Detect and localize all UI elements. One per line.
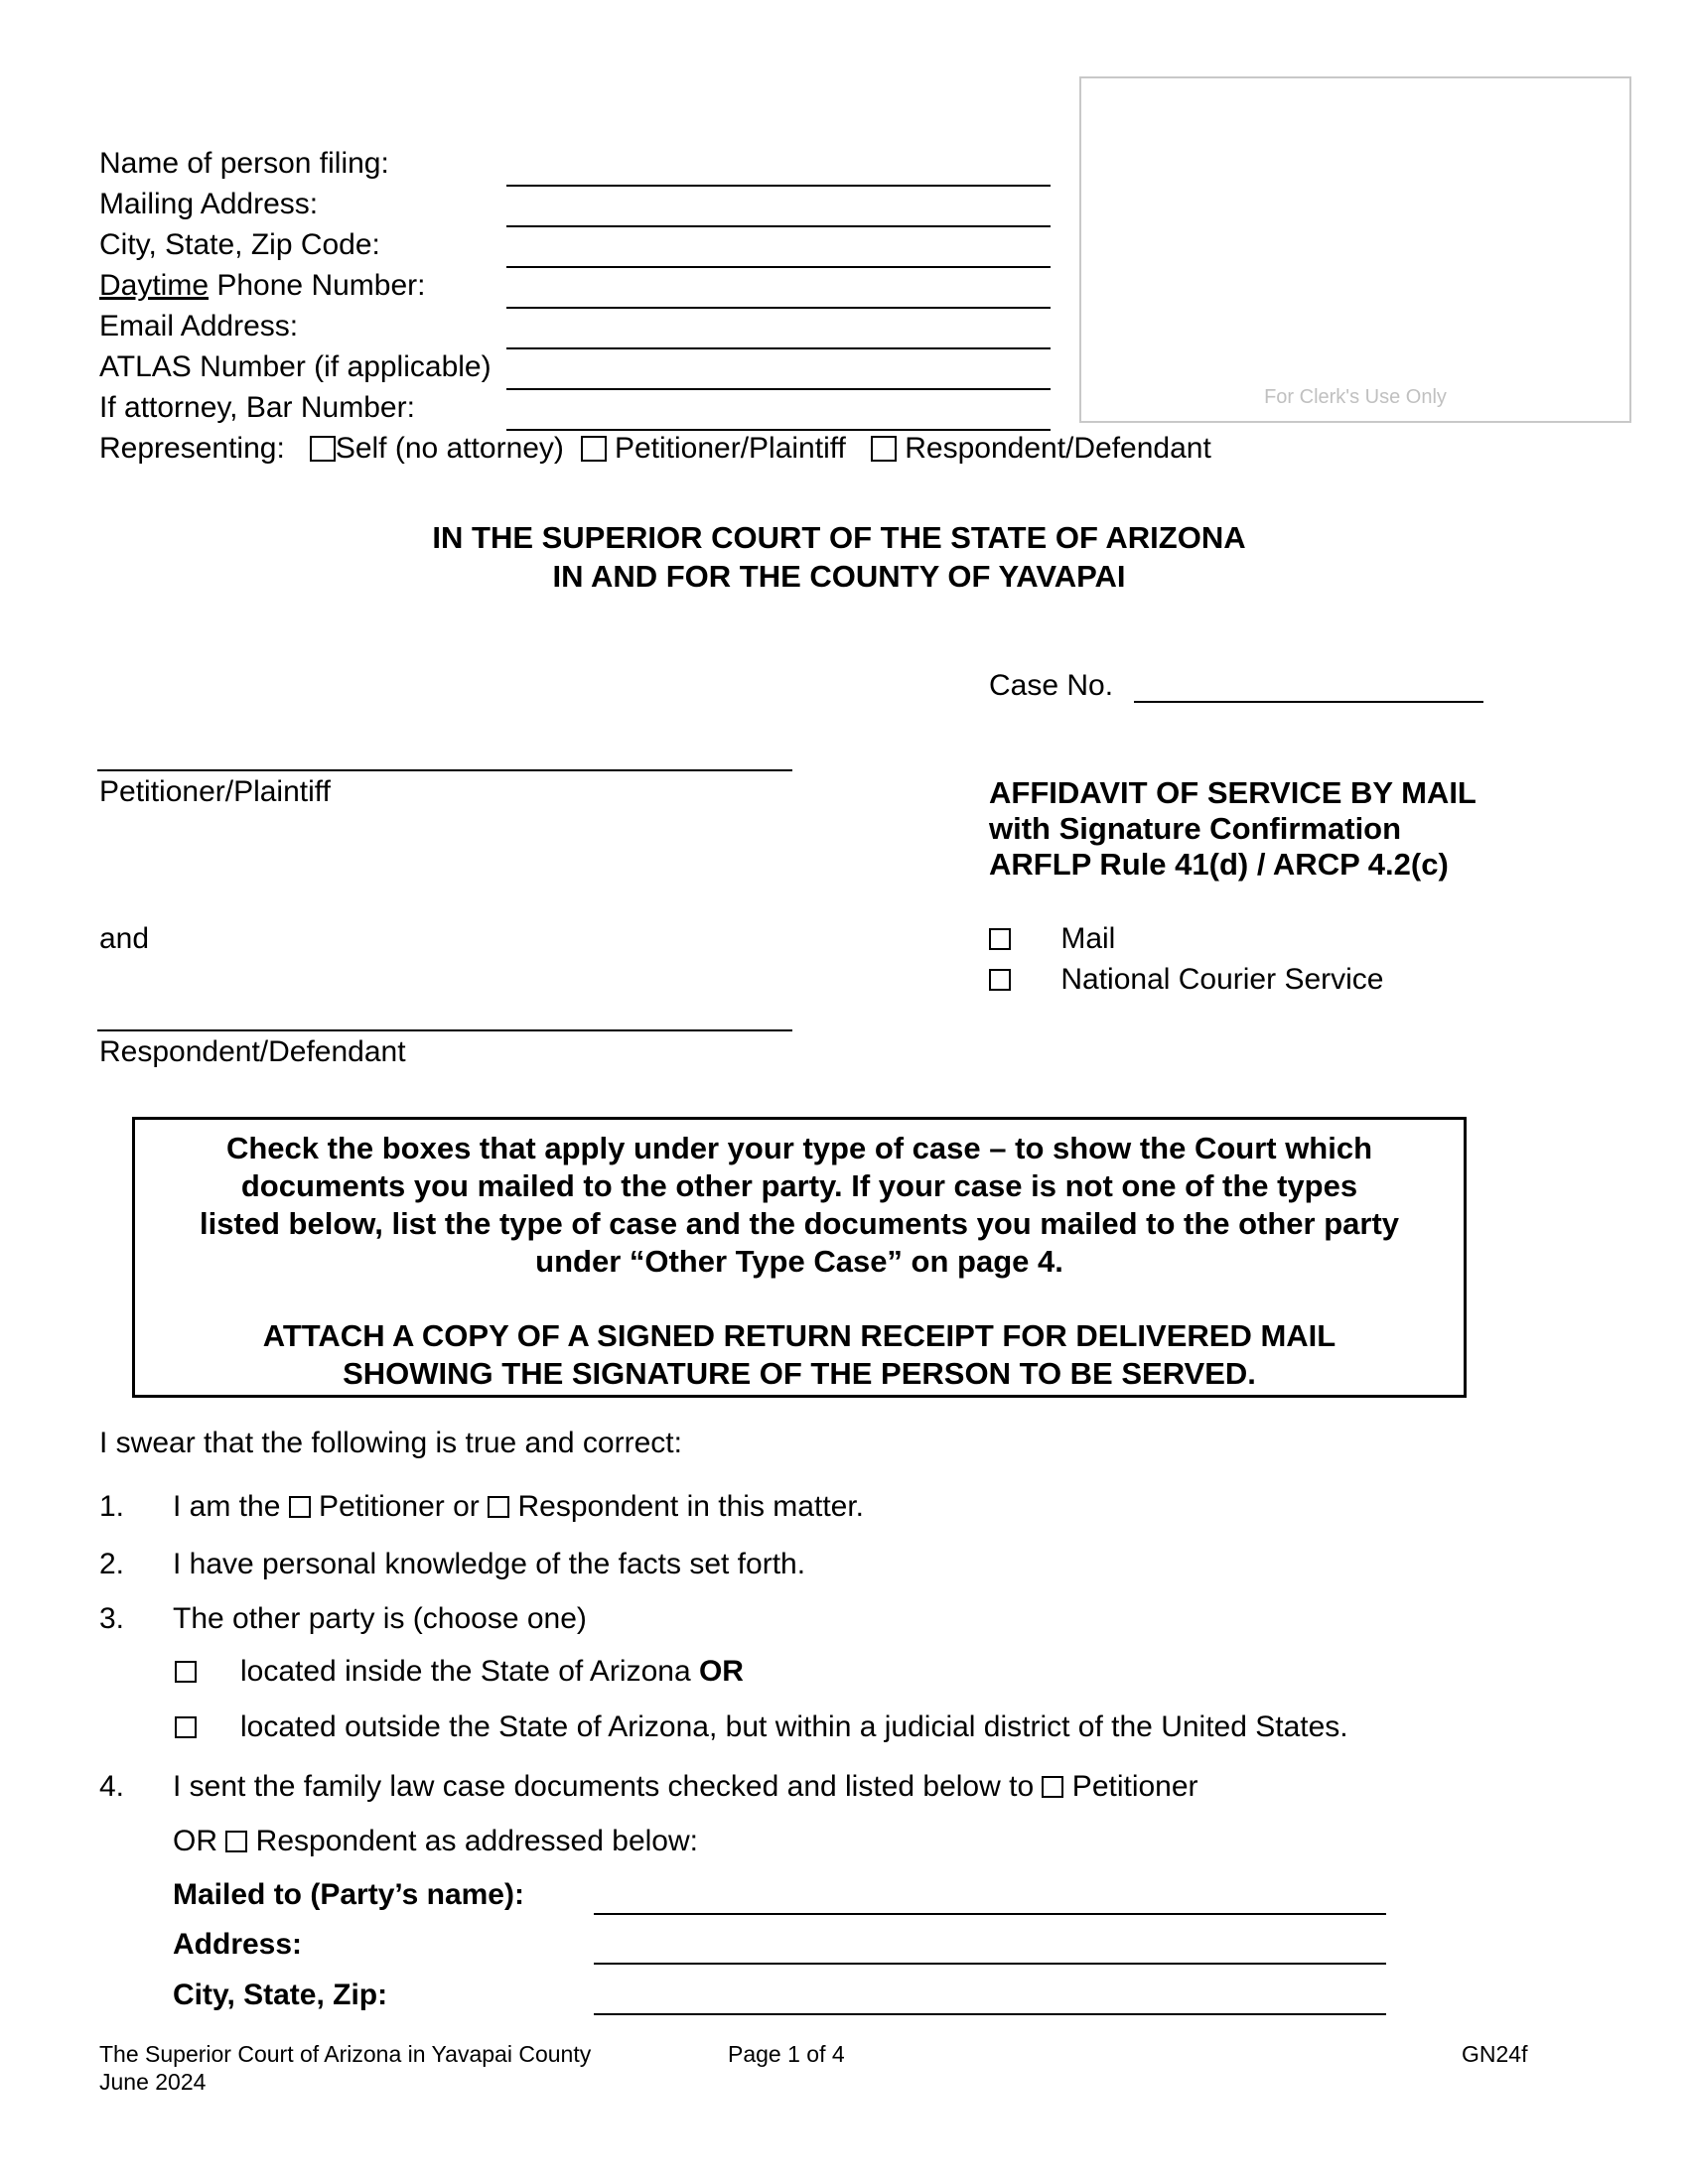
attach-line: ATTACH A COPY OF A SIGNED RETURN RECEIPT FOR DELIVERED MAIL	[262, 1318, 1336, 1353]
notice-line: Check the boxes that apply under your type of case – to show the Court which	[225, 1131, 1373, 1165]
name-label: Name of person filing:	[99, 147, 389, 180]
outside-arizona-checkbox[interactable]	[175, 1716, 197, 1738]
phone-label	[99, 269, 425, 303]
city-field[interactable]	[506, 266, 1051, 268]
court-line-2: IN AND FOR THE COUNTY OF YAVAPAI	[552, 559, 1126, 594]
clerk-box-label: For Clerk's Use Only	[1264, 386, 1447, 408]
petitioner-name-field[interactable]	[97, 769, 792, 771]
or-text: OR	[698, 1655, 744, 1688]
respondent-option-label: Respondent/Defendant	[905, 432, 1211, 465]
address-field[interactable]	[594, 1963, 1386, 1965]
respondent-name-field[interactable]	[97, 1029, 792, 1031]
self-option-label: Self (no attorney)	[335, 432, 564, 465]
item-1-text-b: Petitioner or	[310, 1490, 489, 1523]
item-2-number: 2.	[99, 1548, 125, 1580]
and-caption: and	[99, 922, 150, 955]
item-1-petitioner-checkbox[interactable]	[289, 1496, 311, 1518]
attach-line: SHOWING THE SIGNATURE OF THE PERSON TO BE SERVED.	[343, 1356, 1256, 1391]
footer-date: June 2024	[99, 2069, 207, 2095]
clerk-box	[1079, 76, 1631, 423]
representing-label: Representing:	[99, 432, 285, 465]
notice-line: under “Other Type Case” on page 4.	[535, 1244, 1063, 1279]
mailed-to-field[interactable]	[594, 1913, 1386, 1915]
respondent-checkbox[interactable]	[871, 436, 897, 462]
courier-checkbox[interactable]	[989, 969, 1011, 991]
service-option-mail	[989, 922, 1115, 956]
mailing-field[interactable]	[506, 225, 1051, 227]
item-1	[173, 1490, 864, 1524]
phone-label-daytime: Daytime	[99, 269, 210, 302]
bar-label: If attorney, Bar Number:	[99, 391, 415, 424]
item-1-respondent-checkbox[interactable]	[488, 1496, 509, 1518]
footer-court: The Superior Court of Arizona in Yavapai County	[99, 2041, 592, 2067]
inside-arizona-text: located inside the State of Arizona	[240, 1655, 699, 1688]
case-number-label: Case No.	[989, 669, 1114, 702]
item-2-text: I have personal knowledge of the facts set forth.	[173, 1548, 806, 1580]
item-4-line-1	[173, 1770, 1198, 1804]
respondent-caption: Respondent/Defendant	[99, 1035, 406, 1068]
representing-row	[99, 432, 1211, 466]
item-3-number: 3.	[99, 1602, 125, 1635]
form-title-line-1: AFFIDAVIT OF SERVICE BY MAIL	[989, 775, 1477, 810]
item-3-option-inside	[175, 1655, 744, 1689]
city-label: City, State, Zip Code:	[99, 228, 380, 261]
notice-line: listed below, list the type of case and the documents you mailed to the other party	[199, 1206, 1400, 1241]
item-1-number: 1.	[99, 1490, 125, 1523]
city-state-zip-field[interactable]	[594, 2013, 1386, 2015]
item-4-text-d: Respondent as addressed below:	[247, 1825, 698, 1857]
bar-field[interactable]	[506, 429, 1051, 431]
item-4-text-b: Petitioner	[1063, 1770, 1198, 1803]
petitioner-option-label: Petitioner/Plaintiff	[614, 432, 846, 465]
city-state-zip-label: City, State, Zip:	[173, 1979, 388, 2011]
email-label: Email Address:	[99, 310, 299, 342]
item-4-line-2	[173, 1825, 698, 1858]
atlas-field[interactable]	[506, 388, 1051, 390]
outside-arizona-text: located outside the State of Arizona, but within a judicial district of the United States.	[240, 1710, 1348, 1743]
courier-label: National Courier Service	[1060, 963, 1384, 996]
notice-box	[132, 1117, 1467, 1398]
mail-label: Mail	[1060, 922, 1116, 955]
mail-checkbox[interactable]	[989, 928, 1011, 950]
case-number-field[interactable]	[1134, 701, 1483, 703]
address-label: Address:	[173, 1928, 303, 1961]
phone-field[interactable]	[506, 307, 1051, 309]
notice-line: documents you mailed to the other party. If your case is not one of the types	[240, 1168, 1358, 1203]
atlas-label: ATLAS Number (if applicable)	[99, 350, 492, 383]
petitioner-caption: Petitioner/Plaintiff	[99, 775, 331, 808]
inside-arizona-checkbox[interactable]	[175, 1661, 197, 1683]
name-field[interactable]	[506, 185, 1051, 187]
self-checkbox[interactable]	[310, 436, 336, 462]
phone-label-rest: Phone Number:	[209, 269, 426, 302]
form-title-line-3: ARFLP Rule 41(d) / ARCP 4.2(c)	[989, 847, 1449, 882]
form-title-line-2: with Signature Confirmation	[989, 811, 1402, 846]
court-line-1: IN THE SUPERIOR COURT OF THE STATE OF ARIZONA	[432, 520, 1246, 555]
item-4-text-c: OR	[173, 1825, 226, 1857]
item-3-option-outside	[175, 1710, 1348, 1744]
service-option-courier	[989, 963, 1383, 997]
item-4-petitioner-checkbox[interactable]	[1042, 1776, 1063, 1798]
item-1-text-a: I am the	[173, 1490, 289, 1523]
item-1-text-c: Respondent in this matter.	[509, 1490, 865, 1523]
item-4-number: 4.	[99, 1770, 125, 1803]
footer-form-code: GN24f	[1462, 2041, 1528, 2067]
email-field[interactable]	[506, 347, 1051, 349]
mailing-label: Mailing Address:	[99, 188, 319, 220]
item-4-text-a: I sent the family law case documents checked and listed below to	[173, 1770, 1043, 1803]
item-4-respondent-checkbox[interactable]	[225, 1831, 247, 1852]
item-3-text: The other party is (choose one)	[173, 1602, 587, 1635]
affidavit-intro: I swear that the following is true and correct:	[99, 1427, 682, 1459]
footer-page: Page 1 of 4	[728, 2041, 845, 2067]
mailed-to-label: Mailed to (Party’s name):	[173, 1878, 524, 1911]
petitioner-checkbox[interactable]	[581, 436, 607, 462]
